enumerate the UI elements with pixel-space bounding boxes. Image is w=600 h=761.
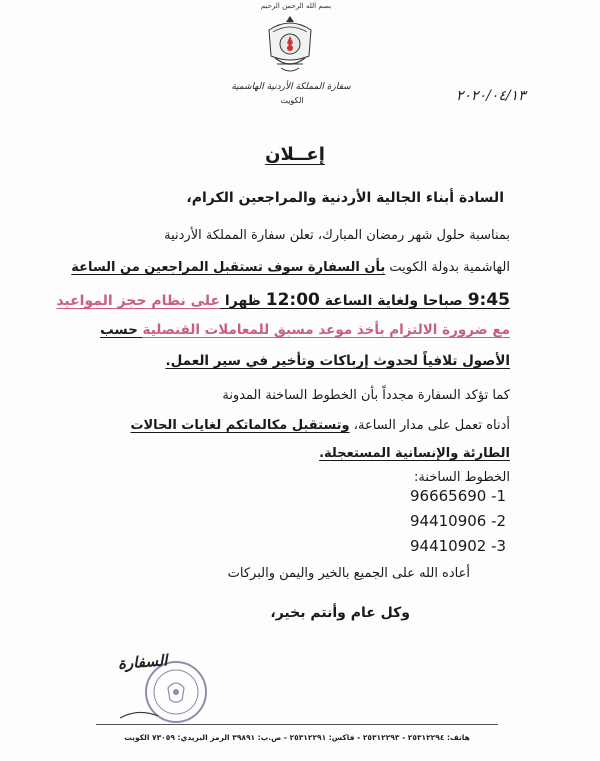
body-line-7-b: وتستقبل مكالماتكم لغايات الحالات <box>130 418 350 433</box>
start-time: 9:45 <box>467 290 510 310</box>
body-line-7-a: أدناه تعمل على مدار الساعة، <box>349 418 510 433</box>
hotlines-heading: الخطوط الساخنة: <box>414 470 510 485</box>
salutation: السادة أبناء الجالية الأردنية والمراجعين الكرام، <box>186 190 504 206</box>
body-line-3-a: صباحا ولغاية الساعة <box>319 293 468 309</box>
embassy-name: سفارة المملكة الأردنية الهاشمية <box>231 82 351 92</box>
body-line-4-b: حسب <box>100 322 143 338</box>
body-line-3-c: على نظام حجز المواعيد <box>56 293 221 309</box>
body-line-6: كما تؤكد السفارة مجدداً بأن الخطوط الساخنة المدونة <box>222 388 510 403</box>
body-line-2 <box>71 260 510 275</box>
end-time: 12:00 <box>265 290 320 310</box>
body-line-3-b: ظهرا <box>220 293 266 309</box>
signature: السفارة <box>117 651 168 673</box>
basmala-line: بسم الله الرحمن الرحيم <box>260 2 332 10</box>
letter-date: ٢٠٢٠/٠٤/١٣ <box>456 88 526 104</box>
hotline-index: -2 <box>491 512 507 530</box>
closing-wish: أعاده الله على الجميع بالخير واليمن والبركات <box>227 566 470 581</box>
embassy-city: الكويت <box>280 96 304 105</box>
announcement-title: إعــلان <box>265 144 325 165</box>
body-line-3 <box>56 290 510 310</box>
jordan-coat-of-arms-icon <box>255 12 325 78</box>
body-line-2-b: بأن السفارة سوف تستقبل المراجعين من الساعة <box>71 260 386 275</box>
body-line-8: الطارئة والإنسانية المستعجلة. <box>319 446 510 461</box>
greeting: وكل عام وأنتم بخير، <box>270 605 410 621</box>
hotline-index: -3 <box>491 537 507 555</box>
body-line-4-a: مع ضرورة الالتزام بأخذ موعد مسبق للمعاملات القنصلية <box>142 322 510 338</box>
hotline-3 <box>410 537 506 555</box>
hotline-2 <box>410 512 506 530</box>
body-line-2-a: الهاشمية بدولة الكويت <box>385 260 510 275</box>
hotline-number: 96665690 <box>410 487 487 505</box>
body-line-7 <box>130 418 510 433</box>
hotline-1 <box>410 487 506 505</box>
hotline-number: 94410906 <box>410 512 487 530</box>
footer-divider <box>96 724 498 725</box>
footer-contact: هاتف: ٢٥٣١٢٢٩٤ - ٢٥٣١٢٢٩٣ - فاكس: ٢٥٣١٢٢٩١ - ص.ب: ٣٩٨٩١ الرمز البريدي: ٧٣٠٥٩ الكويت <box>124 733 470 742</box>
hotline-index: -1 <box>491 487 507 505</box>
body-line-4 <box>100 322 510 338</box>
hotline-number: 94410902 <box>410 537 487 555</box>
body-line-1: بمناسبة حلول شهر رمضان المبارك، تعلن سفارة المملكة الأردنية <box>164 228 510 243</box>
body-line-5: الأصول تلافياً لحدوث إرباكات وتأخير في سير العمل. <box>165 353 510 369</box>
